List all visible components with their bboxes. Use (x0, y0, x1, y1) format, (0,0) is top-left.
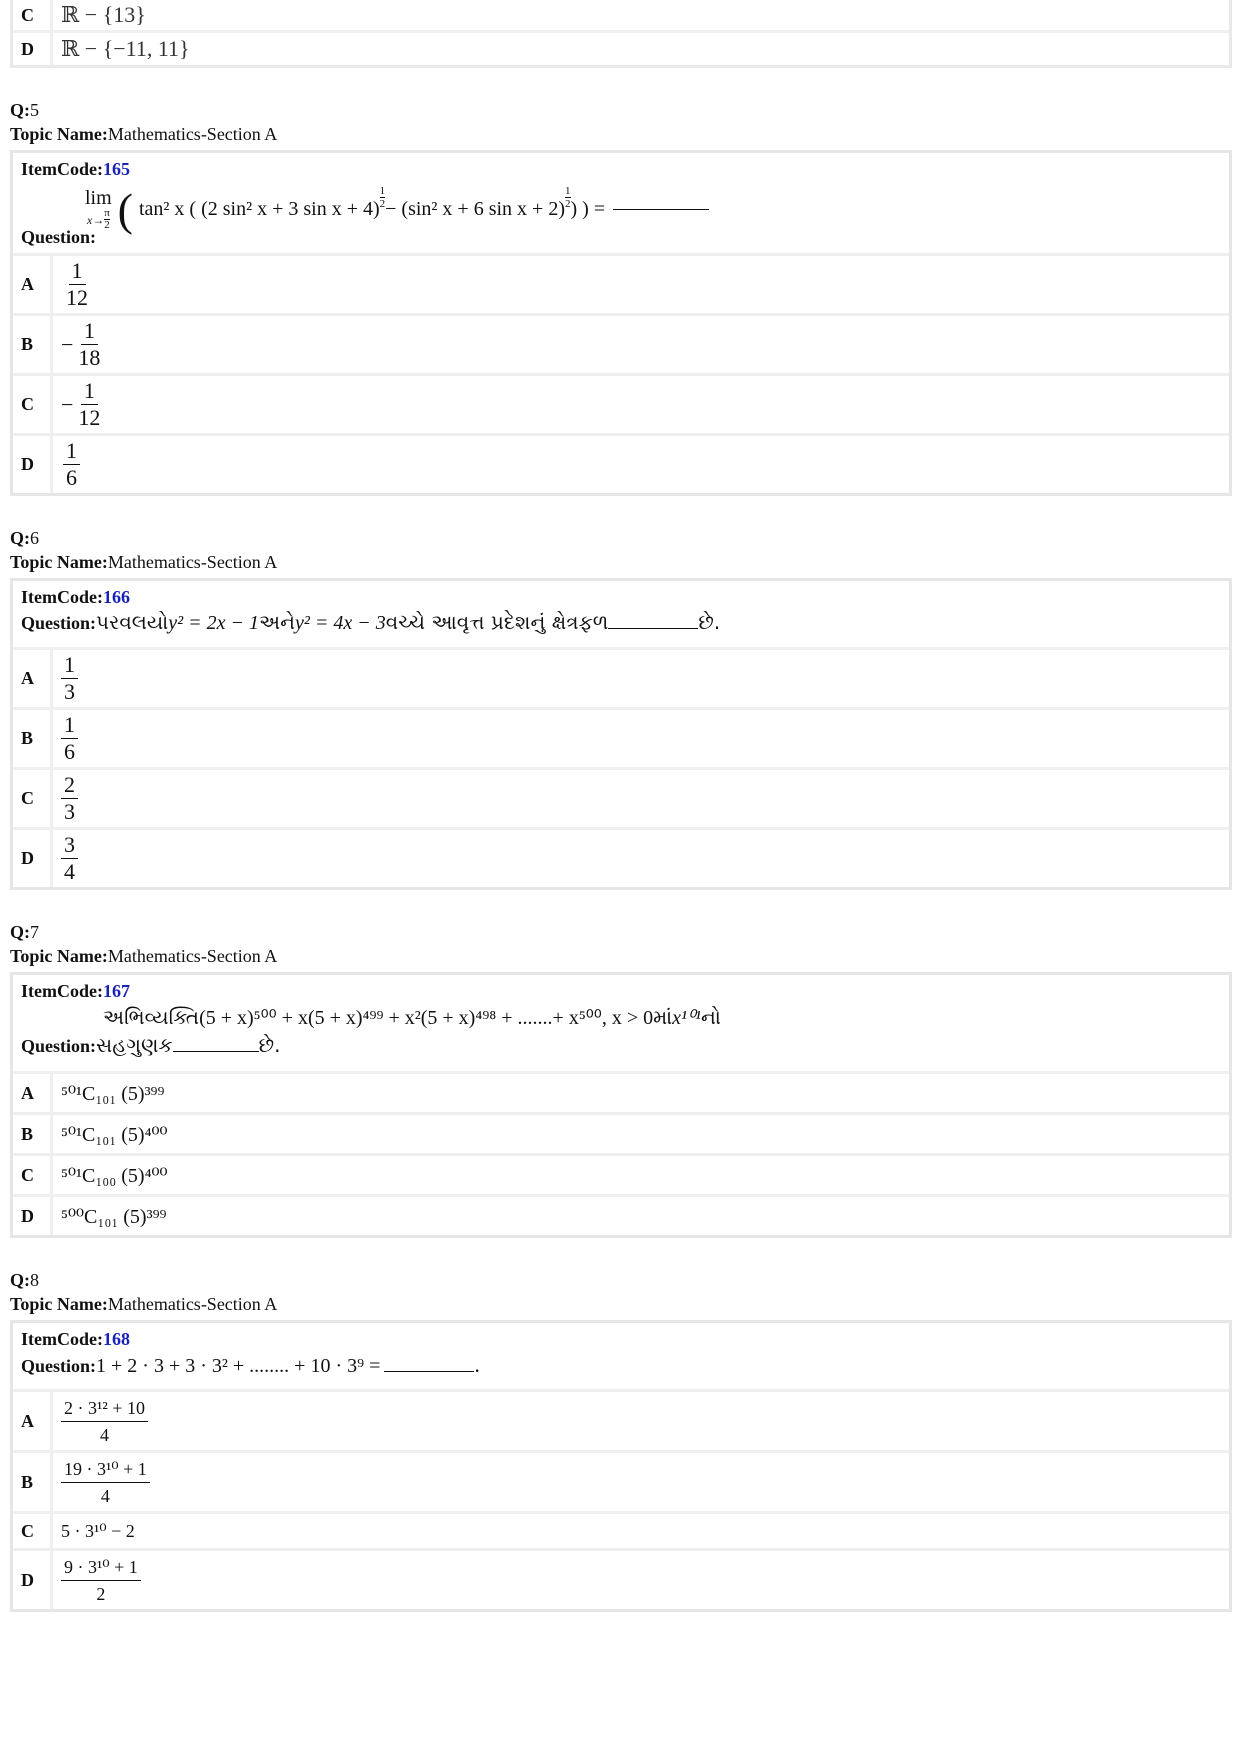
option-label: C (13, 1156, 50, 1194)
option-row (13, 1194, 1229, 1235)
option-label: B (13, 710, 50, 767)
question-label: Question: (21, 1036, 97, 1056)
question-block-8 (10, 1268, 1232, 1612)
question-label: Question: (21, 227, 97, 247)
question-block-7 (10, 920, 1232, 1238)
question-line-1: અભિવ્યક્તિ (5 + x)⁵⁰⁰ + x(5 + x)⁴⁹⁹ + x²(5 + x)⁴⁹⁸ + .......+ x⁵⁰⁰, x > 0 માં x¹⁰¹ નો (103, 1005, 721, 1029)
question-number: 7 (30, 922, 39, 942)
option-row (13, 827, 1229, 887)
option-content: ⁵⁰⁰C₁₀₁ (5)³⁹⁹ (53, 1197, 1229, 1235)
option-content: $\frac{2}{3}$ (53, 770, 1229, 827)
item-code: ItemCode:166 (21, 587, 130, 607)
option-label: C (13, 376, 50, 433)
question-label: Question: (21, 613, 97, 633)
question-header (10, 1268, 1232, 1316)
option-row (13, 1112, 1229, 1153)
option-content: ⁵⁰¹C₁₀₀ (5)⁴⁰⁰ (53, 1156, 1229, 1194)
option-row (13, 767, 1229, 827)
topic-name: Mathematics-Section A (107, 124, 278, 144)
question-card (10, 1320, 1232, 1612)
option-content: $\frac{1}{6}$ (53, 436, 1229, 493)
question-header (10, 98, 1232, 146)
answer-blank (384, 1371, 474, 1372)
question-number-label: Q: (10, 528, 30, 548)
answer-blank (173, 1051, 259, 1052)
option-label: D (13, 1551, 50, 1609)
topic-label: Topic Name: (10, 124, 108, 144)
item-code: ItemCode:168 (21, 1329, 130, 1349)
topic-label: Topic Name: (10, 552, 108, 572)
option-row (13, 253, 1229, 313)
option-content: $\frac{3}{4}$ (53, 830, 1229, 887)
lim-text: lim (85, 187, 112, 209)
question-number-label: Q: (10, 100, 30, 120)
question-paper-page (10, 0, 1232, 1612)
option-content: − $\frac{1}{12}$ (53, 376, 1229, 433)
question-number: 8 (30, 1270, 39, 1290)
question-number: 6 (30, 528, 39, 548)
option-row (13, 373, 1229, 433)
topic-name: Mathematics-Section A (107, 1294, 278, 1314)
option-label: A (13, 1074, 50, 1112)
option-label: D (13, 436, 50, 493)
option-label: D (13, 1197, 50, 1235)
question-card (10, 972, 1232, 1238)
option-row (13, 1071, 1229, 1112)
option-row (13, 647, 1229, 707)
options-list (13, 647, 1229, 887)
item-code: ItemCode:165 (21, 159, 130, 179)
option-row (13, 1389, 1229, 1450)
option-label: D (13, 830, 50, 887)
option-content: $\frac{1}{6}$ (53, 710, 1229, 767)
option-label: B (13, 1115, 50, 1153)
option-row (13, 707, 1229, 767)
question-number: 5 (30, 100, 39, 120)
options-list (13, 253, 1229, 493)
option-label: A (13, 1392, 50, 1450)
option-content: 5 · 3¹⁰ − 2 (53, 1514, 1229, 1548)
question-header (10, 920, 1232, 968)
expression-left: tan² x ( (2 sin² x + 3 sin x + 4) (139, 198, 380, 220)
option-label: B (13, 316, 50, 373)
topic-name: Mathematics-Section A (107, 552, 278, 572)
answer-blank (608, 628, 698, 629)
question-label: Question: (21, 1356, 97, 1376)
option-content: $\frac{1}{3}$ (53, 650, 1229, 707)
question-header (10, 526, 1232, 574)
option-label: B (13, 1453, 50, 1511)
option-content: $\frac{\text{19 · 3¹⁰ + 1}}{4}$ (53, 1453, 1229, 1511)
expression-right: ) ) = (570, 198, 606, 220)
question-text: Question: પરવલયો y² = 2x − 1 અને y² = 4x − 3 વચ્ચે આવૃત્ત પ્રદેશનું ક્ષેત્રફળ છે. (21, 610, 721, 634)
options-list (13, 1389, 1229, 1609)
option-label: D (13, 33, 50, 65)
option-row (13, 1450, 1229, 1511)
question-block-5 (10, 98, 1232, 496)
options-list (13, 1071, 1229, 1235)
option-content: $\frac{\text{9 · 3¹⁰ + 1}}{2}$ (53, 1551, 1229, 1609)
option-content: − $\frac{1}{18}$ (53, 316, 1229, 373)
question-line-2: Question: સહગુણક છે. (21, 1033, 281, 1057)
expression-mid: − (sin² x + 6 sin x + 2) (385, 198, 565, 220)
option-label: A (13, 650, 50, 707)
question-card (10, 578, 1232, 890)
question-expression: lim x→ π 2 ( tan² x ( (2 sin² x + 3 sin x + 4) 1 2 − (sin² x + 6 sin x + 2) 1 2 ) ) = (85, 183, 709, 236)
option-row (13, 0, 1229, 30)
option-content: ⁵⁰¹C₁₀₁ (5)³⁹⁹ (53, 1074, 1229, 1112)
option-content: ⁵⁰¹C₁₀₁ (5)⁴⁰⁰ (53, 1115, 1229, 1153)
q4-options (10, 0, 1232, 68)
option-row (13, 1548, 1229, 1609)
answer-blank (613, 209, 709, 210)
option-label: A (13, 256, 50, 313)
question-block-6 (10, 526, 1232, 890)
question-card (10, 150, 1232, 496)
option-label: C (13, 770, 50, 827)
option-label: C (13, 0, 50, 30)
option-row (13, 30, 1229, 65)
topic-name: Mathematics-Section A (107, 946, 278, 966)
option-label: C (13, 1514, 50, 1548)
question-text: Question: 1 + 2 · 3 + 3 · 3² + ........ + 10 · 3⁹ = . (21, 1352, 480, 1377)
option-content: $\frac{\text{2 · 3¹² + 10}}{4}$ (53, 1392, 1229, 1450)
option-row (13, 433, 1229, 493)
option-content: $\frac{1}{12}$ (53, 256, 1229, 313)
question-number-label: Q: (10, 922, 30, 942)
question-number-label: Q: (10, 1270, 30, 1290)
option-row (13, 1153, 1229, 1194)
option-content: ℝ − {13} (53, 0, 1229, 30)
option-row (13, 313, 1229, 373)
option-content: ℝ − {−11, 11} (53, 33, 1229, 65)
item-code: ItemCode:167 (21, 981, 130, 1001)
topic-label: Topic Name: (10, 1294, 108, 1314)
option-row (13, 1511, 1229, 1548)
topic-label: Topic Name: (10, 946, 108, 966)
